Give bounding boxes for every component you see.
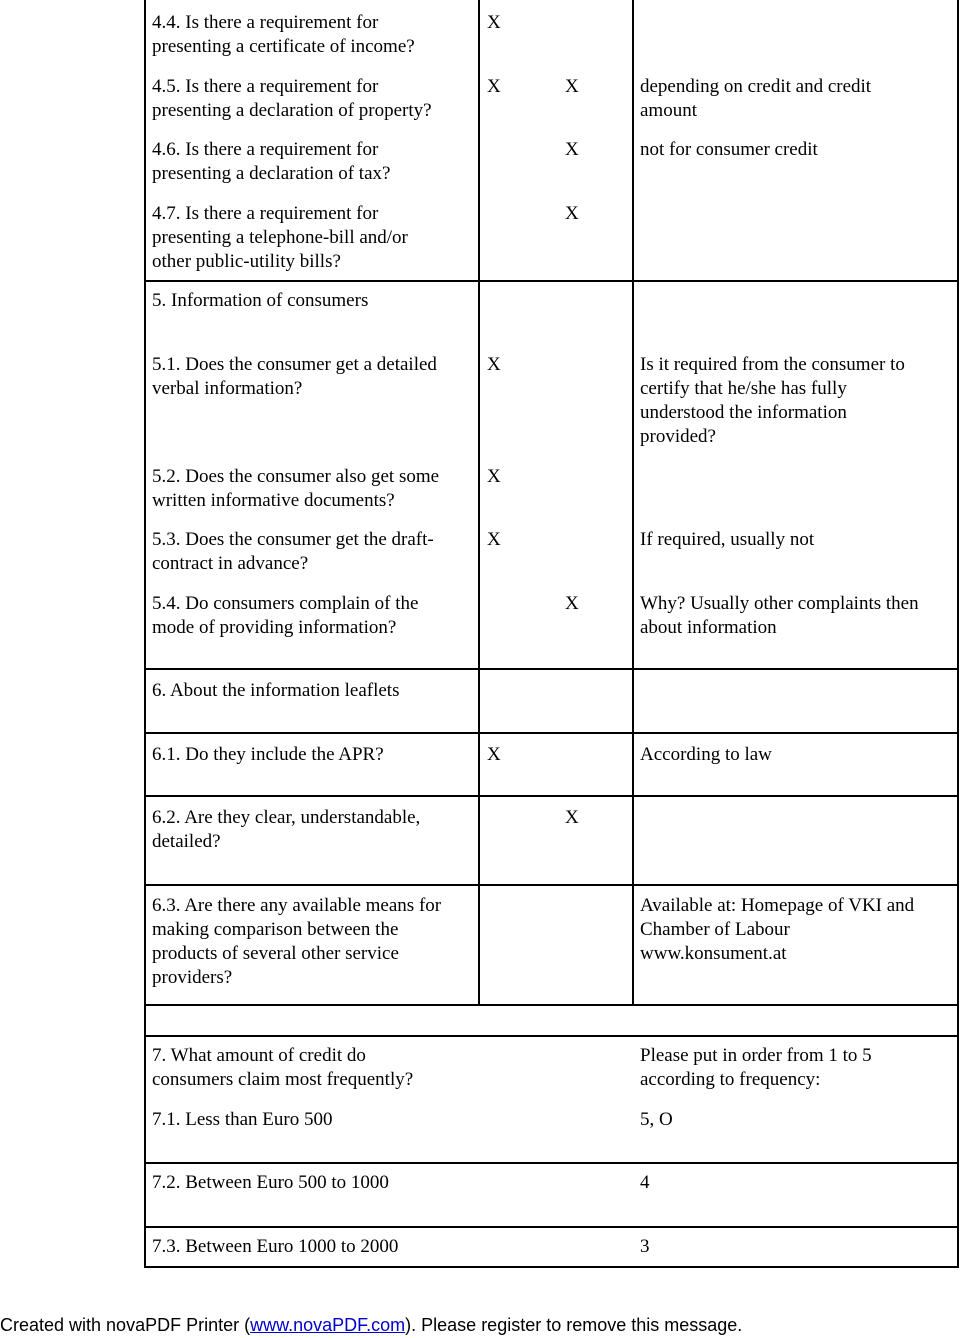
- comment-text: depending on credit and credit amount: [640, 76, 872, 121]
- mark-column-2: X: [565, 203, 579, 224]
- footer-link[interactable]: www.novaPDF.com: [250, 1315, 406, 1335]
- question-text: 7. What amount of credit do consumers claim most frequently?: [152, 1045, 414, 1090]
- comment-text: Why? Usually other complaints then about information: [640, 593, 919, 638]
- question-text: 5.3. Does the consumer get the draft- contract in advance?: [152, 529, 434, 574]
- comment-text: Please put in order from 1 to 5 according to frequency:: [640, 1045, 872, 1090]
- mark-column-1: X: [487, 354, 501, 375]
- mark-column-1: X: [487, 466, 501, 487]
- footer-prefix: Created with novaPDF Printer (: [0, 1315, 251, 1335]
- column-divider-question: [478, 0, 480, 1006]
- comment-text: If required, usually not: [640, 529, 815, 550]
- question-text: 7.2. Between Euro 500 to 1000: [152, 1172, 389, 1193]
- question-text: 7.3. Between Euro 1000 to 2000: [152, 1236, 399, 1257]
- row-rule: [144, 668, 958, 670]
- section-heading: 5. Information of consumers: [152, 290, 369, 311]
- row-rule: [144, 1162, 958, 1164]
- question-text: 6.1. Do they include the APR?: [152, 744, 384, 765]
- mark-column-2: X: [565, 76, 579, 97]
- mark-column-1: X: [487, 76, 501, 97]
- row-rule: [144, 732, 958, 734]
- comment-text: not for consumer credit: [640, 139, 818, 160]
- question-text: 6.2. Are they clear, understandable, detailed?: [152, 807, 421, 852]
- comment-text: Available at: Homepage of VKI and Chamber of Labour www.konsument.at: [640, 895, 915, 964]
- question-text: 4.6. Is there a requirement for presenting a declaration of tax?: [152, 139, 391, 184]
- comment-text: 3: [640, 1236, 650, 1257]
- mark-column-2: X: [565, 593, 579, 614]
- row-rule: [144, 884, 958, 886]
- mark-column-2: X: [565, 139, 579, 160]
- question-text: 4.5. Is there a requirement for presenting a declaration of property?: [152, 76, 432, 121]
- row-rule: [144, 1035, 958, 1037]
- table-border-left: [144, 0, 146, 1268]
- mark-column-2: X: [565, 807, 579, 828]
- mark-column-1: X: [487, 12, 501, 33]
- section-heading: 6. About the information leaflets: [152, 680, 400, 701]
- mark-column-1: X: [487, 529, 501, 550]
- column-divider-comment: [632, 0, 634, 1006]
- comment-text: According to law: [640, 744, 772, 765]
- comment-text: 5, O: [640, 1109, 673, 1130]
- row-rule: [144, 1004, 958, 1006]
- question-text: 4.7. Is there a requirement for presenting a telephone-bill and/or other public-utility bills?: [152, 203, 408, 272]
- pdf-footer-notice: [0, 1314, 742, 1336]
- question-text: 5.4. Do consumers complain of the mode of providing information?: [152, 593, 419, 638]
- question-text: 4.4. Is there a requirement for presenting a certificate of income?: [152, 12, 415, 57]
- question-text: 5.2. Does the consumer also get some written informative documents?: [152, 466, 440, 511]
- table-border-bottom: [144, 1266, 958, 1268]
- comment-text: 4: [640, 1172, 650, 1193]
- question-text: 5.1. Does the consumer get a detailed verbal information?: [152, 354, 437, 399]
- question-text: 6.3. Are there any available means for making comparison between the products of several other service providers?: [152, 895, 442, 988]
- comment-text: Is it required from the consumer to certify that he/she has fully understood the information provided?: [640, 354, 905, 447]
- row-rule: [144, 795, 958, 797]
- footer-suffix: ). Please register to remove this message.: [405, 1315, 743, 1335]
- row-rule: [144, 280, 958, 282]
- question-text: 7.1. Less than Euro 500: [152, 1109, 333, 1130]
- table-border-right: [957, 0, 959, 1268]
- mark-column-1: X: [487, 744, 501, 765]
- row-rule: [144, 1226, 958, 1228]
